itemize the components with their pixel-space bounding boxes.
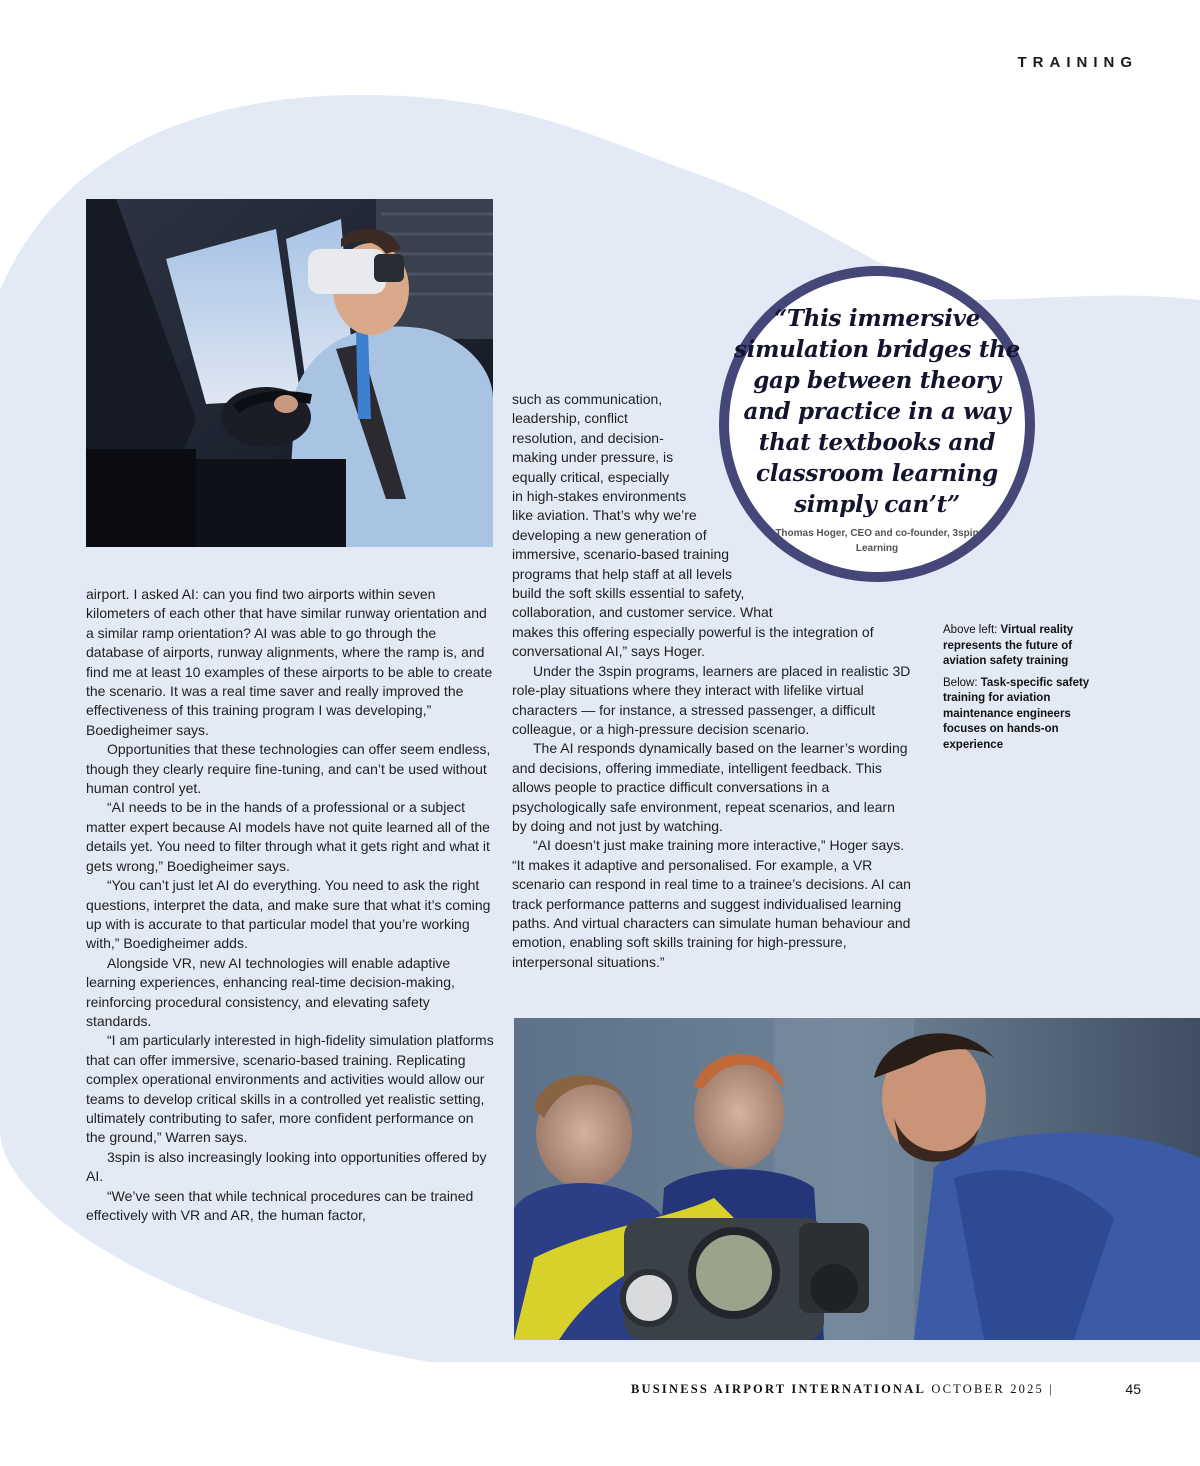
wrapped-line: equally critical, especially (512, 468, 670, 485)
wrapped-line: making under pressure, is (512, 449, 674, 466)
wrapped-line: build the soft skills essential to safety, (512, 585, 745, 602)
page-number: 45 (1125, 1381, 1141, 1397)
caption-below (943, 676, 1103, 754)
paragraph: “I am particularly interested in high-fidelity simulation platforms that can offer immersive, scenario-based training. Replicating complex operational environments and activities would allow our teams to develop critical skills in a controlled yet realistic setting, ultimately contributing to safer, more confident performance on the ground,” Warren says. (86, 1032, 494, 1146)
publication-name: BUSINESS AIRPORT INTERNATIONAL (631, 1382, 927, 1396)
pilot-vr-headset-photo (86, 199, 493, 547)
paragraph: Alongside VR, new AI technologies will enable adaptive learning experiences, enhancing real-time decision-making, reinforcing procedural consistency, and elevating safety standards. (86, 954, 455, 1029)
caption-prefix: Below: (943, 676, 978, 689)
paragraph: Opportunities that these technologies can offer seem endless, though they clearly require fine-tuning, and can’t be used without human control yet. (86, 741, 491, 797)
caption-text: Virtual reality represents the future of aviation safety training (943, 624, 1074, 667)
wrapped-line: like aviation. That’s why we’re (512, 507, 697, 524)
article-column-1 (86, 585, 496, 1225)
pull-quote-text: “This immersive simulation bridges the gap between theory and practice in a way that textbooks and classroom learning simply can’t” (734, 304, 1020, 518)
paragraph: “We’ve seen that while technical procedures can be trained effectively with VR and AR, the human factor, (86, 1187, 474, 1223)
paragraph: “AI doesn’t just make training more interactive,” Hoger says. “It makes it adaptive and personalised. For example, a VR scenario can respond in real time to a trainee’s decisions. AI can track performance patterns and suggest individualised learning paths. And virtual characters can simulate human behaviour and emotion, enabling soft skills training for high-pressure, interpersonal situations.” (512, 837, 911, 970)
wrapped-line: developing a new generation of (512, 526, 707, 543)
caption-prefix: Above left: (943, 624, 998, 636)
footer-separator: | (1049, 1382, 1055, 1396)
paragraph: “AI needs to be in the hands of a professional or a subject matter expert because AI models have not quite learned all of the details yet. You need to filter through what it gets right and what it gets wrong,” Boedigheimer says. (86, 799, 490, 874)
paragraph: airport. I asked AI: can you find two airports within seven kilometers of each other that have similar runway orientation and a similar ramp orientation? AI was able to go through the database of airports, runway alignments, where the ramp is, and find me at least 10 examples of these airports to be able to create the scenario. It was a real time saver and really improved the effectiveness of this training program I was developing,” Boedigheimer says. (86, 586, 493, 738)
photo-captions (943, 623, 1103, 759)
page-footer (631, 1382, 1141, 1402)
caption-above-left (943, 623, 1103, 670)
wrapped-line: in high-stakes environments (512, 488, 687, 505)
wrapped-line: immersive, scenario-based training (512, 546, 730, 563)
paragraph: 3spin is also increasingly looking into opportunities offered by AI. (86, 1148, 487, 1185)
pull-quote (719, 266, 1035, 582)
maintenance-engineers-photo (514, 1018, 1200, 1340)
wrapped-line: resolution, and decision- (512, 429, 664, 446)
section-label: TRAINING (1017, 54, 1138, 71)
wrapped-line: leadership, conflict (512, 410, 628, 427)
caption-text: Task-specific safety training for aviation maintenance engineers focuses on hands-on experience (943, 676, 1090, 751)
wrapped-line: such as communication, (512, 391, 663, 407)
wrapped-line: programs that help staff at all levels (512, 565, 732, 582)
paragraph: The AI responds dynamically based on the learner’s wording and decisions, offering immediate, intelligent feedback. This allows people to practice difficult conversations in a psychologically safe environment, repeat scenarios, and learn by doing and not just by watching. (512, 740, 908, 834)
issue-date: OCTOBER 2025 (931, 1382, 1044, 1396)
paragraph: makes this offering especially powerful is the integration of conversational AI,” says Hoger. (512, 623, 874, 660)
pull-quote-attribution: Thomas Hoger, CEO and co-founder, 3spin Learning (775, 527, 979, 554)
paragraph: “You can’t just let AI do everything. You need to ask the right questions, interpret the data, and make sure that what it’s coming up with is accurate to that particular model that you’re working with,” Boedigheimer adds. (86, 877, 491, 952)
wrapped-line: collaboration, and customer service. What (512, 604, 773, 621)
paragraph: Under the 3spin programs, learners are placed in realistic 3D role-play situations where they interact with lifelike virtual characters — for instance, a stressed passenger, a difficult colleague, or a high-pressure decision scenario. (512, 662, 911, 737)
